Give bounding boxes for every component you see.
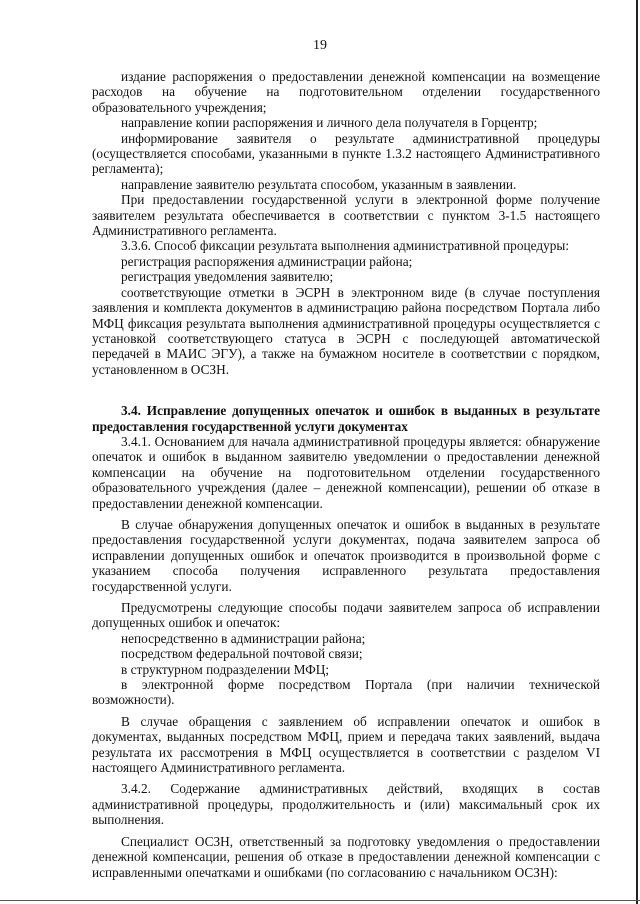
paragraph: направление заявителю результата способом, указанным в заявлении. (121, 176, 517, 192)
paragraph: регистрация распоряжения администрации района; (121, 253, 413, 269)
document-body (92, 69, 600, 880)
scan-edge-bottom (0, 900, 640, 901)
paragraph: Предусмотрены следующие способы подачи заявителем запроса об исправлении допущенных ошибок и опечаток: (92, 600, 600, 631)
paragraph: В случае обращения с заявлением об исправлении опечаток и ошибок в документах, выданных посредством МФЦ, прием и передача таких заявлений, выдача результата их рассмотрения в МФЦ осуществляется в соответствии с разделом VI настоящего Административного регламента. (92, 713, 600, 776)
paragraph: В случае обнаружения допущенных опечаток и ошибок в выданных в результате предоставления государственной услуги документах, подача заявителем запроса об исправлении допущенных ошибок и опечаток производится в произвольной форме с указанием способа получения исправленного результата предоставления государственной услуги. (92, 516, 600, 594)
paragraph: 3.4.1. Основанием для начала административной процедуры является: обнаружение опечаток и ошибок в выданном заявителю уведомлении о предоставлении денежной компенсации на обучение на подготовительном отделении государственного образовательного учреждения (далее – денежной компенсации), решении об отказе в предоставлении денежной компенсации. (92, 433, 600, 511)
paragraph: в электронной форме посредством Портала (при наличии технической возможности). (92, 677, 600, 708)
paragraph: посредством федеральной почтовой связи; (121, 646, 363, 662)
section-heading: 3.4. Исправление допущенных опечаток и ошибок в выданных в результате предоставления государственной услуги документах (92, 403, 600, 434)
paragraph: 3.4.2. Содержание административных действий, входящих в состав административной процедуры, продолжительность и (или) максимальный срок их выполнения. (92, 781, 600, 828)
paragraph: 3.3.6. Способ фиксации результата выполнения административной процедуры: (121, 238, 570, 254)
page-number: 19 (313, 38, 327, 53)
paragraph: При предоставлении государственной услуги в электронной форме получение заявителем результата обеспечивается в соответствии с пунктом 3-1.5 настоящего Административного регламента. (92, 192, 600, 239)
paragraph: информирование заявителя о результате административной процедуры (осуществляется способами, указанными в пункте 1.3.2 настоящего Административного регламента); (92, 130, 600, 177)
paragraph: соответствующие отметки в ЭСРН в электронном виде (в случае поступления заявления и комплекта документов в администрацию района посредством Портала либо МФЦ фиксация результата выполнения административной процедуры осуществляется с установкой соответствующего статуса в ЭСРН с последующей автоматической передачей в МАИС ЭГУ), а также на бумажном носителе в соответствии с порядком, установленном в ОСЗН. (92, 284, 600, 377)
paragraph: регистрация уведомления заявителю; (121, 269, 334, 285)
paragraph: Специалист ОСЗН, ответственный за подготовку уведомления о предоставлении денежной компенсации, решения об отказе в предоставлении денежной компенсации с исправленными опечатками и ошибками (по согласованию с начальником ОСЗН): (92, 833, 600, 880)
scan-edge-right (636, 0, 638, 904)
paragraph: направление копии распоряжения и личного дела получателя в Горцентр; (121, 115, 538, 131)
paragraph: в структурном подразделении МФЦ; (121, 661, 330, 677)
paragraph: издание распоряжения о предоставлении денежной компенсации на возмещение расходов на обучение на подготовительном отделении государственного образовательного учреждения; (92, 69, 600, 115)
paragraph: непосредственно в администрации района; (121, 630, 366, 646)
